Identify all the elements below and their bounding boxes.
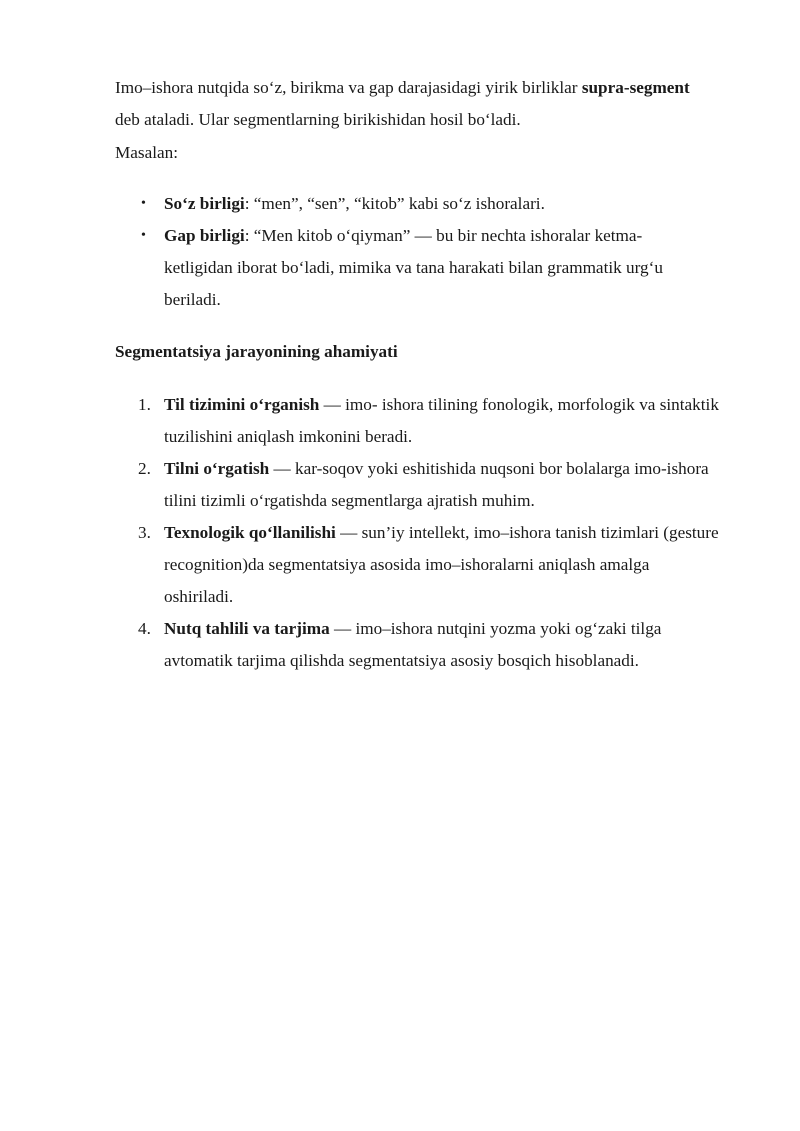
section-heading: Segmentatsiya jarayonining ahamiyati bbox=[115, 342, 398, 361]
importance-numbered-list bbox=[0, 389, 800, 677]
supra-segment-term: supra-segment bbox=[581, 78, 690, 97]
bullet-item bbox=[0, 188, 709, 220]
bullet-text: : “men”, “sen”, “kitob” kabi so‘z ishoralari. bbox=[244, 194, 545, 213]
example-bullet-list bbox=[0, 188, 800, 316]
item-text: — imo- ishora tilining fonologik, morfologik va sintaktik tuzilishini aniqlash imkonini beradi. bbox=[164, 395, 719, 446]
item-number: 3. bbox=[138, 523, 151, 542]
example-label: Masalan: bbox=[115, 143, 179, 162]
bullet-marker: • bbox=[141, 228, 146, 243]
bullet-text: : “Men kitob o‘qiyman” — bu bir nechta ishoralar ketma-ketligidan iborat bo‘ladi, mimika va tana harakati bilan grammatik urg‘u beriladi. bbox=[164, 226, 663, 309]
item-number: 2. bbox=[138, 459, 151, 478]
numbered-item bbox=[0, 389, 719, 453]
item-term: Tilni o‘rgatish bbox=[164, 459, 270, 478]
item-term: Nutq tahlili va tarjima bbox=[164, 619, 330, 638]
bullet-term: Gap birligi bbox=[164, 226, 245, 245]
numbered-item bbox=[0, 517, 719, 613]
item-number: 4. bbox=[138, 619, 151, 638]
item-term: Texnologik qo‘llanilishi bbox=[164, 523, 336, 542]
item-term: Til tizimini o‘rganish bbox=[164, 395, 320, 414]
intro-text-after: deb ataladi. Ular segmentlarning birikishidan hosil bo‘ladi. bbox=[115, 110, 521, 129]
bullet-item bbox=[0, 220, 709, 316]
item-text: — imo–ishora nutqini yozma yoki og‘zaki tilga avtomatik tarjima qilishda segmentatsiya asosiy bosqich hisoblanadi. bbox=[164, 619, 662, 670]
numbered-item bbox=[0, 453, 719, 517]
intro-text-before: Imo–ishora nutqida so‘z, birikma va gap darajasidagi yirik birliklar bbox=[115, 78, 582, 97]
bullet-marker: • bbox=[141, 196, 146, 211]
item-text: — kar-soqov yoki eshitishida nuqsoni bor bolalarga imo-ishora tilini tizimli o‘rgatishda segmentlarga ajratish muhim. bbox=[164, 459, 709, 510]
bullet-term: So‘z birligi bbox=[164, 194, 245, 213]
numbered-item bbox=[0, 613, 719, 677]
item-number: 1. bbox=[138, 395, 151, 414]
intro-paragraph bbox=[115, 72, 695, 136]
item-text: — sun’iy intellekt, imo–ishora tanish tizimlari (gesture recognition)da segmentatsiya asosida imo–ishoralarni aniqlash amalga oshiriladi. bbox=[164, 523, 719, 606]
